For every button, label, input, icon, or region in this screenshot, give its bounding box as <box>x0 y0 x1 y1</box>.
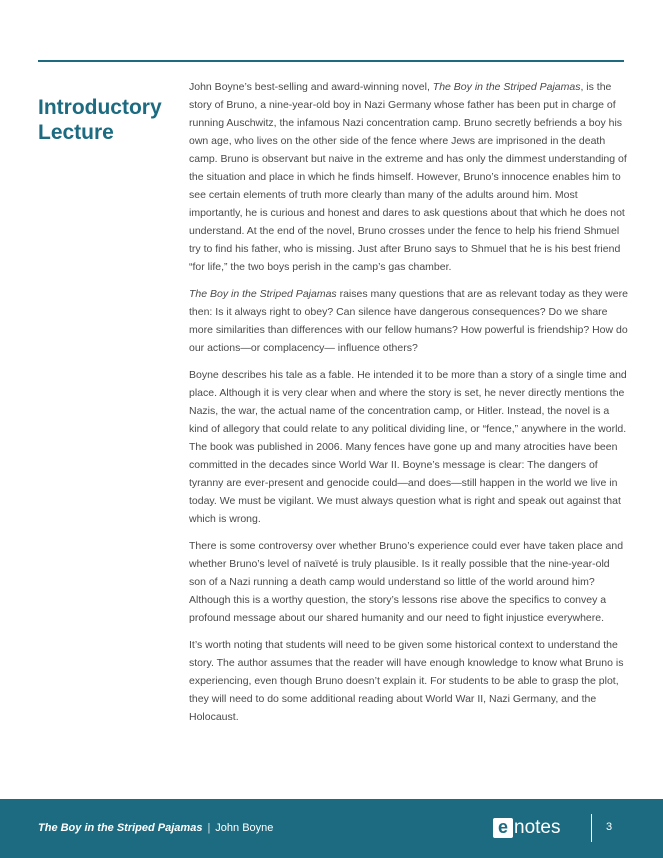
footer-bar <box>0 799 663 858</box>
paragraph-3: Boyne describes his tale as a fable. He intended it to be more than a story of a single time and place. Although it is very clear when and where the story is set, he never directly mentions the Nazis, the war, the actual name of the concentration camp, or Hitler. Instead, the novel is a kind of allegory that could relate to any political dividing line, or “fence,” anywhere in the world. The book was published in 2006. Many fences have gone up and many atrocities have been committed in the decades since World War II. Boyne’s message is clear: The dangers of tyranny are ever-present and genocide could—and does—still happen in the world we live in today. We must be vigilant. We must always question what is right and speak out against that which is wrong. <box>189 369 627 525</box>
footer-author: John Boyne <box>215 822 274 834</box>
footer-book-title: The Boy in the Striped Pajamas <box>38 822 203 834</box>
p1-text-a: John Boyne’s best-selling and award-winning novel, <box>189 81 433 93</box>
page-number: 3 <box>606 821 613 833</box>
enotes-logo-mark: e <box>493 818 513 838</box>
paragraph-2 <box>189 285 629 357</box>
enotes-logo-word: notes <box>514 817 561 838</box>
p2-book-title: The Boy in the Striped Pajamas <box>189 288 337 300</box>
footer-book-info <box>38 822 273 834</box>
paragraph-5: It’s worth noting that students will need to be given some historical context to understand the story. The author assumes that the reader will have enough knowledge to know what Bruno is experiencing, even though Bruno doesn’t explain it. For students to be able to grasp the plot, they will need to do some additional reading about World War II, Nazi Germany, and the Holocaust. <box>189 639 624 723</box>
section-heading: Introductory Lecture <box>38 96 162 145</box>
footer-vertical-divider <box>591 814 592 842</box>
paragraph-4: There is some controversy over whether Bruno’s experience could ever have taken place and whether Bruno’s level of naïveté is truly plausible. Is it really possible that the nine-year-old son of a Nazi running a death camp would understand so little of the world around him? Although this is a worthy question, the story’s lessons rise above the specifics to convey a profound message about our shared humanity and our need to fight injustice everywhere. <box>189 540 624 624</box>
enotes-logo <box>493 817 560 839</box>
p1-text-b: , is the story of Bruno, a nine-year-old boy in Nazi Germany whose father has been put in charge of running Auschwitz, the infamous Nazi concentration camp. Bruno secretly befriends a boy his own age, who lives on the other side of the fence where Jews are imprisoned in the death camp. Bruno is observant but naive in the extreme and has only the dimmest understanding of the situation and place in which he finds himself. However, Bruno’s innocence enables him to see certain elements of truth more clearly than many of the adults around him. Most importantly, he is curious and honest and dares to ask questions about that which he does not understand. At the end of the novel, Bruno crosses under the fence to help his friend Shmuel try to find his father, who is missing. Just after Bruno says to Shmuel that he is his best friend “for life,” the two boys perish in the camp’s gas chamber. <box>189 81 627 273</box>
p1-book-title: The Boy in the Striped Pajamas <box>432 81 581 93</box>
paragraph-1 <box>189 78 629 276</box>
p2-text-b: raises many questions that are as relevant today as they were then: Is it always right to obey? Can silence have dangerous consequences? Do we share more similarities than differences with our fellow humans? How powerful is friendship? How do our actions—or complacency— influence others? <box>189 288 628 354</box>
footer-separator: | <box>207 822 211 834</box>
lecture-body <box>189 78 629 735</box>
top-divider <box>38 60 624 62</box>
